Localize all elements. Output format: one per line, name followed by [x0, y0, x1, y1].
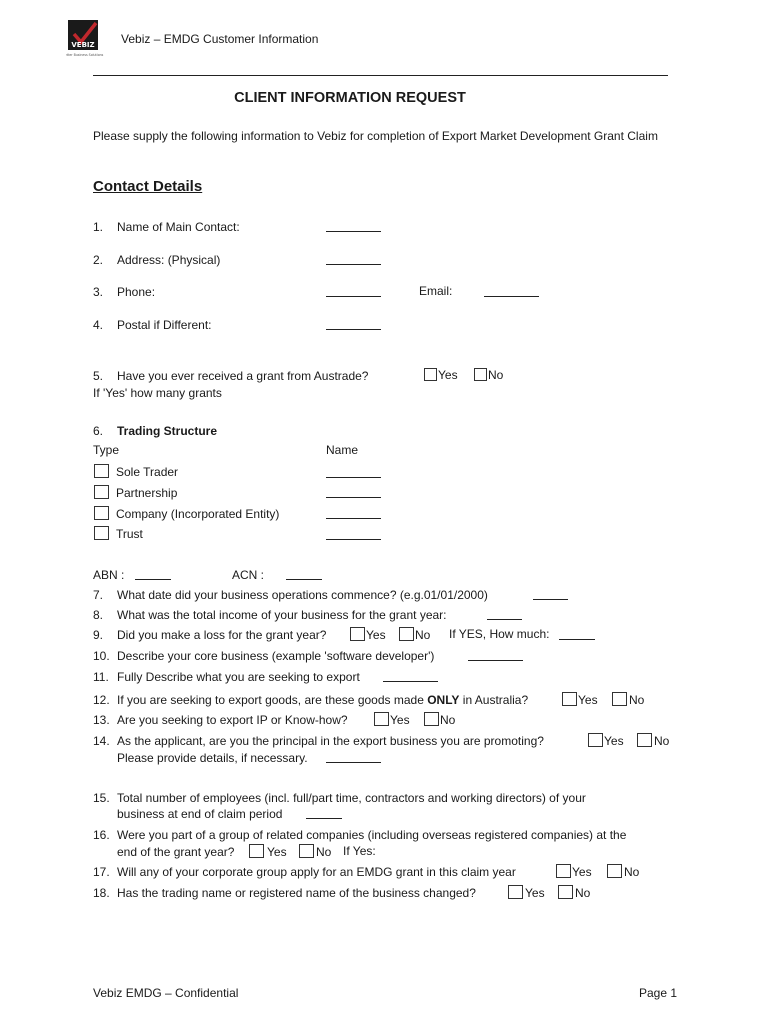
q4-label: Postal if Different:: [117, 318, 212, 332]
q8-label: What was the total income of your business for the grant year:: [117, 608, 447, 622]
checkbox-icon[interactable]: [637, 733, 652, 747]
svg-text:Better Business Solutions: Better Business Solutions: [66, 53, 104, 57]
q11-field[interactable]: [383, 681, 438, 682]
q5-label: Have you ever received a grant from Austrade?: [117, 369, 369, 383]
q1-label: Name of Main Contact:: [117, 220, 240, 234]
checkbox-icon[interactable]: [424, 712, 439, 726]
q16-number: 16.: [93, 828, 110, 842]
q5-yes[interactable]: Yes: [424, 368, 458, 381]
q14-details-field[interactable]: [326, 762, 381, 763]
q5-no[interactable]: No: [474, 368, 503, 381]
type-header: Type: [93, 443, 120, 457]
q2-label: Address: (Physical): [117, 253, 221, 267]
intro-text: Please supply the following information to Vebiz for completion of Export Market Development Grant Claim: [93, 129, 658, 143]
q15-field[interactable]: [306, 818, 342, 819]
page-number: Page 1: [639, 986, 678, 1000]
q17-no[interactable]: No: [607, 864, 639, 878]
q7-field[interactable]: [533, 599, 568, 600]
name-header: Name: [326, 443, 359, 457]
company-name-field[interactable]: [326, 518, 381, 519]
q16-if-yes: If Yes:: [343, 844, 376, 858]
header-divider: [93, 75, 668, 76]
checkbox-icon[interactable]: [94, 506, 109, 520]
email-field[interactable]: [484, 296, 539, 297]
checkbox-icon[interactable]: [249, 844, 264, 858]
checkbox-icon[interactable]: [474, 368, 487, 381]
q16-yes[interactable]: Yes: [249, 844, 287, 858]
checkbox-icon[interactable]: [612, 692, 627, 706]
q18-no[interactable]: No: [558, 885, 590, 899]
vebiz-logo: [66, 18, 104, 58]
page-title: CLIENT INFORMATION REQUEST: [234, 90, 466, 106]
q8-field[interactable]: [487, 619, 522, 620]
q9-no[interactable]: No: [399, 627, 430, 641]
q15-number: 15.: [93, 791, 110, 805]
q14-yes[interactable]: Yes: [588, 733, 624, 747]
phone-field[interactable]: [326, 296, 381, 297]
partnership-name-field[interactable]: [326, 497, 381, 498]
q5-sub: If 'Yes' how many grants: [93, 386, 222, 400]
q16-label-line2: end of the grant year?: [117, 845, 235, 859]
q10-field[interactable]: [468, 660, 523, 661]
q3-number: 3.: [93, 285, 104, 299]
q13-number: 13.: [93, 713, 110, 727]
q4-number: 4.: [93, 318, 104, 332]
q2-number: 2.: [93, 253, 104, 267]
q5-number: 5.: [93, 369, 104, 383]
checkbox-icon[interactable]: [508, 885, 523, 899]
q12-number: 12.: [93, 693, 110, 707]
trading-type-partnership[interactable]: Partnership: [94, 485, 177, 499]
q4-field[interactable]: [326, 329, 381, 330]
q14-sub: Please provide details, if necessary.: [117, 751, 308, 765]
q12-yes[interactable]: Yes: [562, 692, 598, 706]
q18-yes[interactable]: Yes: [508, 885, 545, 899]
q18-number: 18.: [93, 886, 110, 900]
checkbox-icon[interactable]: [299, 844, 314, 858]
q9-how-label: If YES, How much:: [449, 627, 550, 641]
checkbox-icon[interactable]: [562, 692, 577, 706]
q13-yes[interactable]: Yes: [374, 712, 410, 726]
q18-label: Has the trading name or registered name of the business changed?: [117, 886, 476, 900]
q6-number: 6.: [93, 424, 104, 438]
q9-yes[interactable]: Yes: [350, 627, 386, 641]
q7-number: 7.: [93, 588, 104, 602]
checkbox-icon[interactable]: [350, 627, 365, 641]
q1-number: 1.: [93, 220, 104, 234]
q11-number: 11.: [93, 670, 109, 684]
q15-label-line1: Total number of employees (incl. full/part time, contractors and working directors) of your: [117, 791, 586, 805]
q6-title: Trading Structure: [117, 424, 218, 438]
checkbox-icon[interactable]: [94, 485, 109, 499]
q9-how-field[interactable]: [559, 639, 595, 640]
q10-label: Describe your core business (example 'software developer'): [117, 649, 435, 663]
q17-yes[interactable]: Yes: [556, 864, 592, 878]
checkbox-icon[interactable]: [399, 627, 414, 641]
q2-field[interactable]: [326, 264, 381, 265]
header-title: Vebiz – EMDG Customer Information: [121, 32, 319, 46]
q7-label: What date did your business operations commence? (e.g.01/01/2000): [117, 588, 488, 602]
trust-name-field[interactable]: [326, 539, 381, 540]
q1-field[interactable]: [326, 231, 381, 232]
q14-no[interactable]: No: [637, 733, 669, 747]
q12-no[interactable]: No: [612, 692, 644, 706]
q17-label: Will any of your corporate group apply for an EMDG grant in this claim year: [117, 865, 516, 879]
acn-label: ACN :: [232, 568, 265, 582]
checkbox-icon[interactable]: [94, 464, 109, 478]
trading-type-sole-trader[interactable]: Sole Trader: [94, 464, 178, 478]
trading-type-company[interactable]: Company (Incorporated Entity): [94, 506, 279, 520]
checkbox-icon[interactable]: [424, 368, 437, 381]
footer-confidential: Vebiz EMDG – Confidential: [93, 986, 239, 1000]
q13-no[interactable]: No: [424, 712, 455, 726]
checkbox-icon[interactable]: [556, 864, 571, 878]
q9-label: Did you make a loss for the grant year?: [117, 628, 327, 642]
checkbox-icon[interactable]: [588, 733, 603, 747]
checkbox-icon[interactable]: [374, 712, 389, 726]
q9-number: 9.: [93, 628, 104, 642]
trading-type-trust[interactable]: Trust: [94, 526, 143, 540]
q14-label: As the applicant, are you the principal in the export business you are promoting?: [117, 734, 544, 748]
q8-number: 8.: [93, 608, 104, 622]
email-label: Email:: [419, 284, 453, 298]
abn-label: ABN :: [93, 568, 125, 582]
q16-no[interactable]: No: [299, 844, 331, 858]
checkbox-icon[interactable]: [607, 864, 622, 878]
acn-field[interactable]: [286, 579, 322, 580]
section-contact-details: Contact Details: [93, 178, 203, 195]
checkbox-icon[interactable]: [558, 885, 573, 899]
q10-number: 10.: [93, 649, 110, 663]
q15-label-line2: business at end of claim period: [117, 807, 283, 821]
q13-label: Are you seeking to export IP or Know-how?: [117, 713, 348, 727]
q3-label: Phone:: [117, 285, 156, 299]
q11-label: Fully Describe what you are seeking to export: [117, 670, 360, 684]
q17-number: 17.: [93, 865, 110, 879]
abn-field[interactable]: [135, 579, 171, 580]
checkbox-icon[interactable]: [94, 526, 109, 540]
q12-label: If you are seeking to export goods, are these goods made ONLY in Australia?: [117, 693, 529, 707]
q14-number: 14.: [93, 734, 110, 748]
sole-trader-name-field[interactable]: [326, 477, 381, 478]
q16-label-line1: Were you part of a group of related companies (including overseas registered companies) at the: [117, 828, 627, 842]
svg-text:VEBIZ: VEBIZ: [71, 41, 95, 49]
